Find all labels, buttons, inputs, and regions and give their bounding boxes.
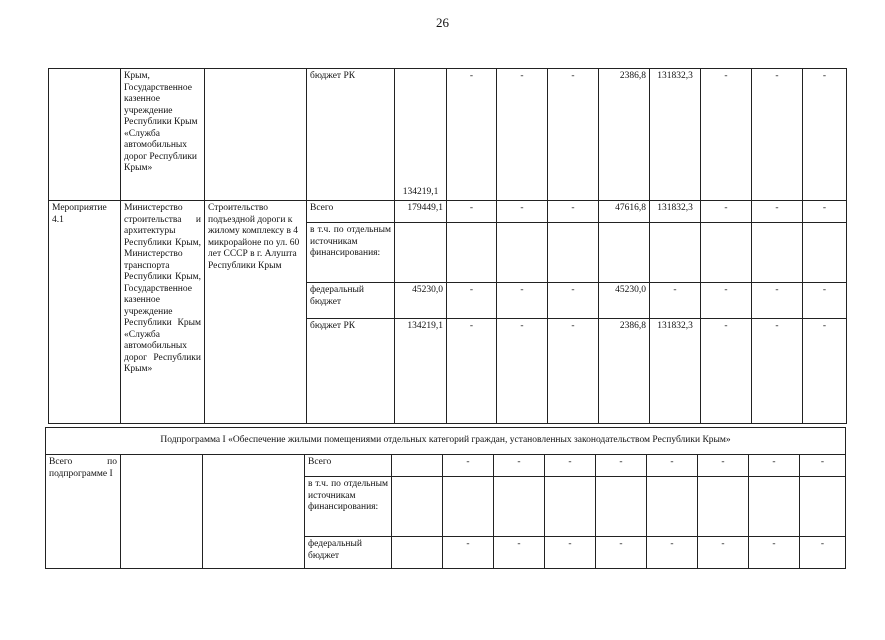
empty-cell (392, 537, 443, 569)
value-cell: - (701, 319, 752, 424)
value-cell: - (443, 537, 494, 569)
empty-cell (443, 477, 494, 537)
total-cell: 134219,1 (395, 319, 447, 424)
value-cell: - (548, 283, 599, 319)
measure-executor-cell: Министерство строительства и архитектуры Республики Крым, Министерство транспорта Республики Крым, Государственное казенное учреждение Республики Крым «Служба автомобильных дорог Республики Крым» (121, 201, 205, 424)
value-cell: - (749, 537, 800, 569)
value-cell: - (447, 201, 497, 223)
executor-cell: Крым, Государственное казенное учреждение Республики Крым «Служба автомобильных дорог Республики Крым» (121, 69, 205, 201)
value-cell: - (701, 69, 752, 201)
value-cell: - (650, 283, 701, 319)
empty-cell (205, 69, 307, 201)
value-cell: - (803, 69, 847, 201)
value-cell: - (701, 201, 752, 223)
value-cell: - (497, 283, 548, 319)
value-cell: 47616,8 (599, 201, 650, 223)
empty-cell (203, 455, 305, 569)
table-row (46, 455, 846, 477)
table-row (46, 428, 846, 455)
total-cell: 45230,0 (395, 283, 447, 319)
value-cell: - (447, 319, 497, 424)
empty-cell (447, 223, 497, 283)
value-cell: - (800, 455, 846, 477)
empty-cell (599, 223, 650, 283)
value-cell: - (698, 455, 749, 477)
value-cell: - (545, 537, 596, 569)
subprogram-title: Подпрограмма I «Обеспечение жилыми помещениями отдельных категорий граждан, установленных законодательством Республики Крым» (46, 428, 846, 455)
measure-name-cell: Мероприятие 4.1 (49, 201, 121, 424)
source-cell: федеральный бюджет (305, 537, 392, 569)
value-cell: - (701, 283, 752, 319)
page-number: 26 (436, 15, 449, 30)
source-cell: в т.ч. по отдельным источникам финансирования: (305, 477, 392, 537)
value-cell: - (800, 537, 846, 569)
table-row (49, 69, 847, 201)
total-cell: 134219,1 (395, 69, 447, 201)
table-row (49, 201, 847, 223)
value-cell: 131832,3 (650, 319, 701, 424)
value-cell: 2386,8 (599, 69, 650, 201)
value-cell: 45230,0 (599, 283, 650, 319)
value-cell: - (548, 69, 599, 201)
source-cell: федеральный бюджет (307, 283, 395, 319)
source-cell: бюджет РК (307, 69, 395, 201)
empty-cell (548, 223, 599, 283)
subprogram-table (45, 427, 846, 569)
value-cell: - (447, 283, 497, 319)
value-cell: - (497, 69, 548, 201)
value-cell: - (803, 319, 847, 424)
value-cell: - (447, 69, 497, 201)
value-cell: 131832,3 (650, 201, 701, 223)
empty-cell (650, 223, 701, 283)
empty-cell (494, 477, 545, 537)
empty-cell (392, 455, 443, 477)
measure-description-cell: Строительство подъездной дороги к жилому комплексу в 4 микрорайоне по ул. 60 лет СССР в г. Алушта Республики Крым (205, 201, 307, 424)
value-cell: - (749, 455, 800, 477)
value-cell: - (596, 537, 647, 569)
value-cell: - (497, 201, 548, 223)
empty-cell (395, 223, 447, 283)
source-cell: Всего (305, 455, 392, 477)
value-cell: - (497, 319, 548, 424)
subprogram-total-label: Всего по подпрограмме I (46, 455, 121, 569)
empty-cell (49, 69, 121, 201)
empty-cell (698, 477, 749, 537)
empty-cell (497, 223, 548, 283)
value-cell: - (647, 537, 698, 569)
value-cell: - (803, 201, 847, 223)
value-cell: 2386,8 (599, 319, 650, 424)
value-cell: - (494, 455, 545, 477)
value-cell: - (752, 69, 803, 201)
empty-cell (803, 223, 847, 283)
value-cell: - (752, 283, 803, 319)
value-cell: 131832,3 (650, 69, 701, 201)
source-cell: в т.ч. по отдельным источникам финансирования: (307, 223, 395, 283)
total-cell: 179449,1 (395, 201, 447, 223)
source-cell: бюджет РК (307, 319, 395, 424)
empty-cell (749, 477, 800, 537)
value-cell: - (596, 455, 647, 477)
value-cell: - (494, 537, 545, 569)
empty-cell (647, 477, 698, 537)
empty-cell (752, 223, 803, 283)
empty-cell (392, 477, 443, 537)
empty-cell (121, 455, 203, 569)
source-cell: Всего (307, 201, 395, 223)
value-cell: - (803, 283, 847, 319)
value-cell: - (548, 319, 599, 424)
value-cell: - (548, 201, 599, 223)
empty-cell (545, 477, 596, 537)
value-cell: - (752, 319, 803, 424)
value-cell: - (698, 537, 749, 569)
empty-cell (800, 477, 846, 537)
financing-table (48, 68, 847, 424)
value-cell: - (647, 455, 698, 477)
value-cell: - (443, 455, 494, 477)
empty-cell (596, 477, 647, 537)
value-cell: - (752, 201, 803, 223)
value-cell: - (545, 455, 596, 477)
empty-cell (701, 223, 752, 283)
